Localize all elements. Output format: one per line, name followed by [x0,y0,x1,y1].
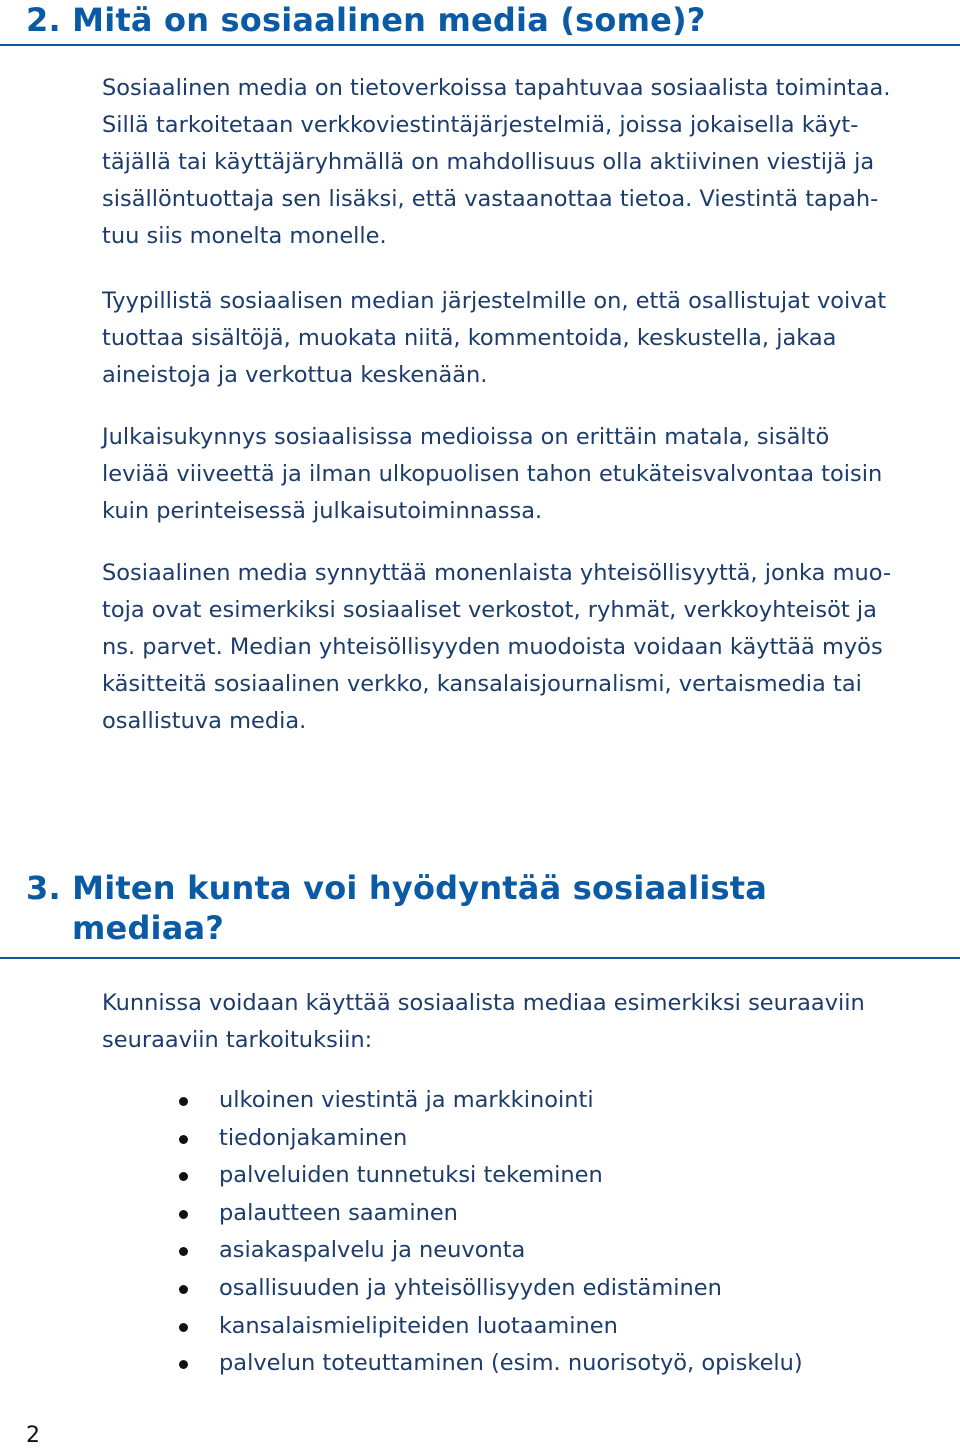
page-number: 2 [26,1423,40,1448]
bullet-icon [179,1210,188,1219]
section-2-heading: 2. Mitä on sosiaalinen media (some)? [26,1,706,39]
section-3-heading-line-2: mediaa? [72,909,225,947]
bullet-icon [179,1360,188,1369]
list-item-text: ulkoinen viestintä ja markkinointi [219,1087,594,1113]
list-item-text: asiakaspalvelu ja neuvonta [219,1237,526,1264]
section-2-paragraph-1: Sosiaalinen media on tietoverkoissa tapahtuvaa sosiaalista toimintaa. Sillä tarkoitetaan verkkoviestintäjärjestelmiä, joissa jokaisella käyt- täjällä tai käyttäjäryhmällä on mahdollisuus olla aktiivinen viestijä ja sisällöntuottaja sen lisäksi, että vastaanottaa tietoa. Viestintä tapah- tuu siis monelta monelle. [102,75,891,249]
bullet-icon [179,1135,188,1144]
section-3-heading [26,868,767,948]
bullet-icon [179,1172,188,1181]
section-2-paragraph-2: Tyypillistä sosiaalisen median järjestelmille on, että osallistujat voivat tuottaa sisältöjä, muokata niitä, kommentoida, keskustella, jakaa aineistoja ja verkottua keskenään. [102,288,887,388]
section-3-intro: Kunnissa voidaan käyttää sosiaalista mediaa esimerkiksi seuraaviin seuraaviin tarkoituksiin: [102,990,865,1053]
list-item-text: kansalaismielipiteiden luotaaminen [219,1312,618,1339]
bullet-icon [179,1285,188,1294]
section-2-paragraph-3: Julkaisukynnys sosiaalisissa medioissa on erittäin matala, sisältö leviää viiveettä ja ilman ulkopuolisen tahon etukäteisvalvontaa toisin kuin perinteisessä julkaisutoiminnassa. [102,424,883,524]
section-2-paragraph-4: Sosiaalinen media synnyttää monenlaista yhteisöllisyyttä, jonka muo- toja ovat esimerkiksi sosiaaliset verkostot, ryhmät, verkkoyhteisöt ja ns. parvet. Median yhteisöllisyyden muodoista voidaan käyttää myös käsitteitä sosiaalinen verkko, kansalaisjournalismi, vertaismedia tai osallistuva media. [102,560,892,734]
list-item-text: palveluiden tunnetuksi tekeminen [219,1162,603,1189]
section-3-heading-line-1: 3. Miten kunta voi hyödyntää sosiaalista [26,869,768,907]
bullet-icon [179,1097,188,1106]
list-item-text: tiedonjakaminen [219,1124,408,1151]
bullet-icon [179,1323,188,1332]
list-item-text: osallisuuden ja yhteisöllisyyden edistäminen [219,1274,722,1301]
list-item-text: palautteen saaminen [219,1199,458,1226]
list-item-text: palvelun toteuttaminen (esim. nuorisotyö, opiskelu) [219,1350,803,1377]
section-3-divider [0,957,960,959]
section-2-divider [0,44,960,46]
bullet-icon [179,1247,188,1256]
